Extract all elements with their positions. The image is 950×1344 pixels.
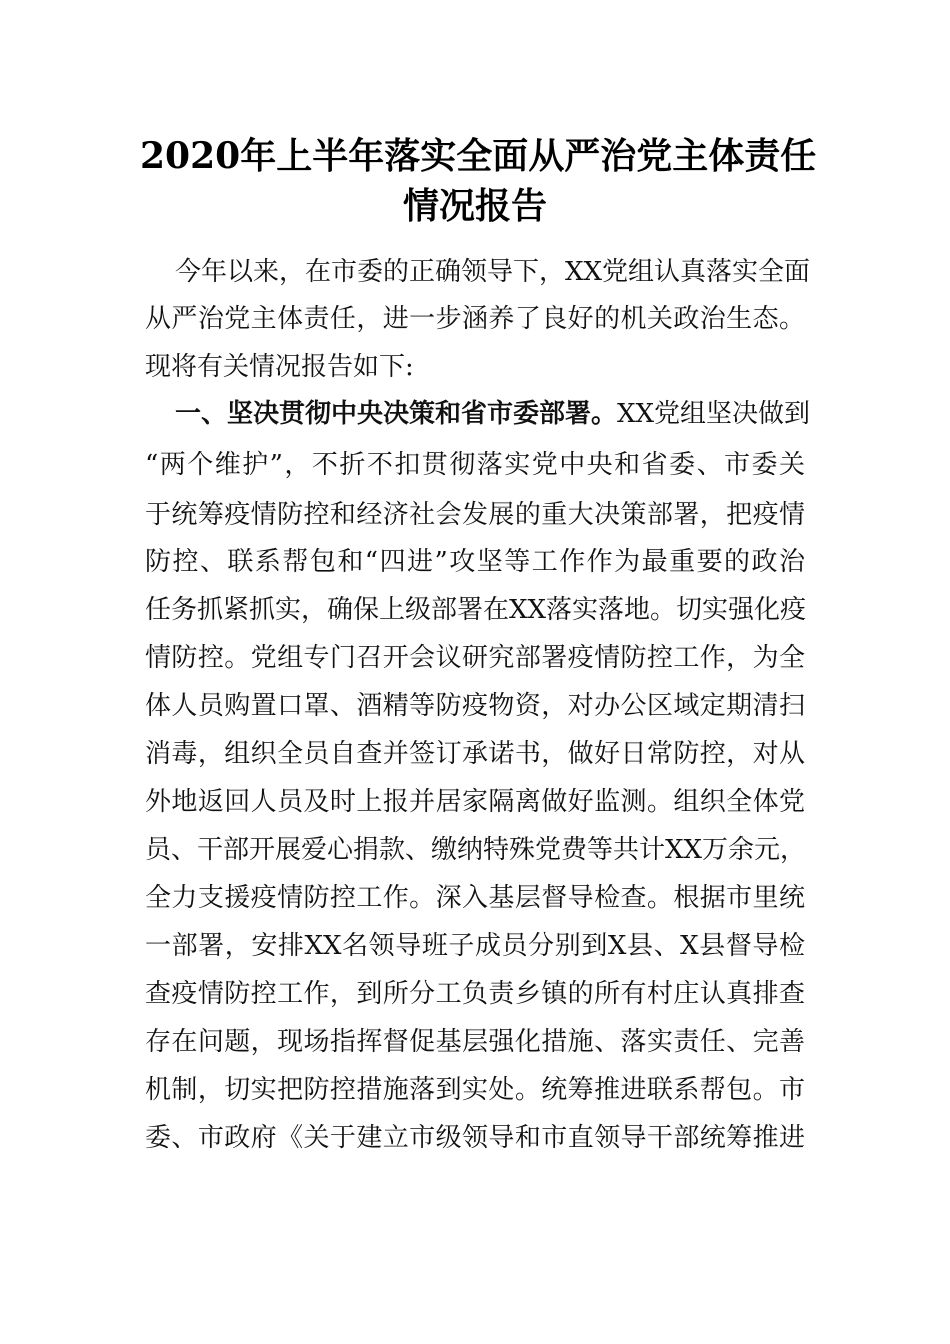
section-1-intro: XX党组坚决做到 bbox=[617, 399, 811, 429]
paragraph-line: 消毒，组织全员自查并签订承诺书，做好日常防控，对从 bbox=[145, 739, 805, 769]
paragraph-line: 存在问题，现场指挥督促基层强化措施、落实责任、完善 bbox=[145, 1027, 805, 1057]
paragraph-line: 外地返回人员及时上报并居家隔离做好监测。组织全体党 bbox=[145, 787, 805, 817]
paragraph-line: 机制，切实把防控措施落到实处。统筹推进联系帮包。市 bbox=[145, 1075, 805, 1105]
paragraph-line: 任务抓紧抓实，确保上级部署在XX落实落地。切实强化疫 bbox=[145, 595, 807, 625]
paragraph-line: 现将有关情况报告如下: bbox=[145, 352, 414, 382]
paragraph-line: 委、市政府《关于建立市级领导和市直领导干部统筹推进 bbox=[145, 1123, 805, 1153]
section-1-first-line bbox=[145, 397, 811, 431]
paragraph-line: 一部署，安排XX名领导班子成员分别到X县、X县督导检 bbox=[145, 931, 805, 961]
paragraph-line: 全力支援疫情防控工作。深入基层督导检查。根据市里统 bbox=[145, 883, 805, 913]
paragraph-line: 于统筹疫情防控和经济社会发展的重大决策部署，把疫情 bbox=[145, 500, 805, 530]
paragraph-line: 体人员购置口罩、酒精等防疫物资，对办公区域定期清扫 bbox=[145, 691, 805, 721]
paragraph-line: 从严治党主体责任，进一步涵养了良好的机关政治生态。 bbox=[145, 304, 805, 334]
paragraph-line: “两个维护”，不折不扣贯彻落实党中央和省委、市委关 bbox=[145, 450, 805, 480]
section-1-heading: 一、坚决贯彻中央决策和省市委部署。 bbox=[175, 399, 618, 429]
document-title-line-2: 情况报告 bbox=[402, 185, 547, 227]
paragraph-line: 防控、联系帮包和“四进”攻坚等工作作为最重要的政治 bbox=[145, 547, 805, 577]
document-title-line-1: 2020年上半年落实全面从严治党主体责任 bbox=[140, 135, 817, 177]
paragraph-line: 查疫情防控工作，到所分工负责乡镇的所有村庄认真排查 bbox=[145, 979, 805, 1009]
paragraph-line: 员、干部开展爱心捐款、缴纳特殊党费等共计XX万余元， bbox=[145, 835, 807, 865]
paragraph-line: 今年以来，在市委的正确领导下，XX党组认真落实全面 bbox=[175, 257, 811, 287]
paragraph-line: 情防控。党组专门召开会议研究部署疫情防控工作，为全 bbox=[145, 643, 805, 673]
